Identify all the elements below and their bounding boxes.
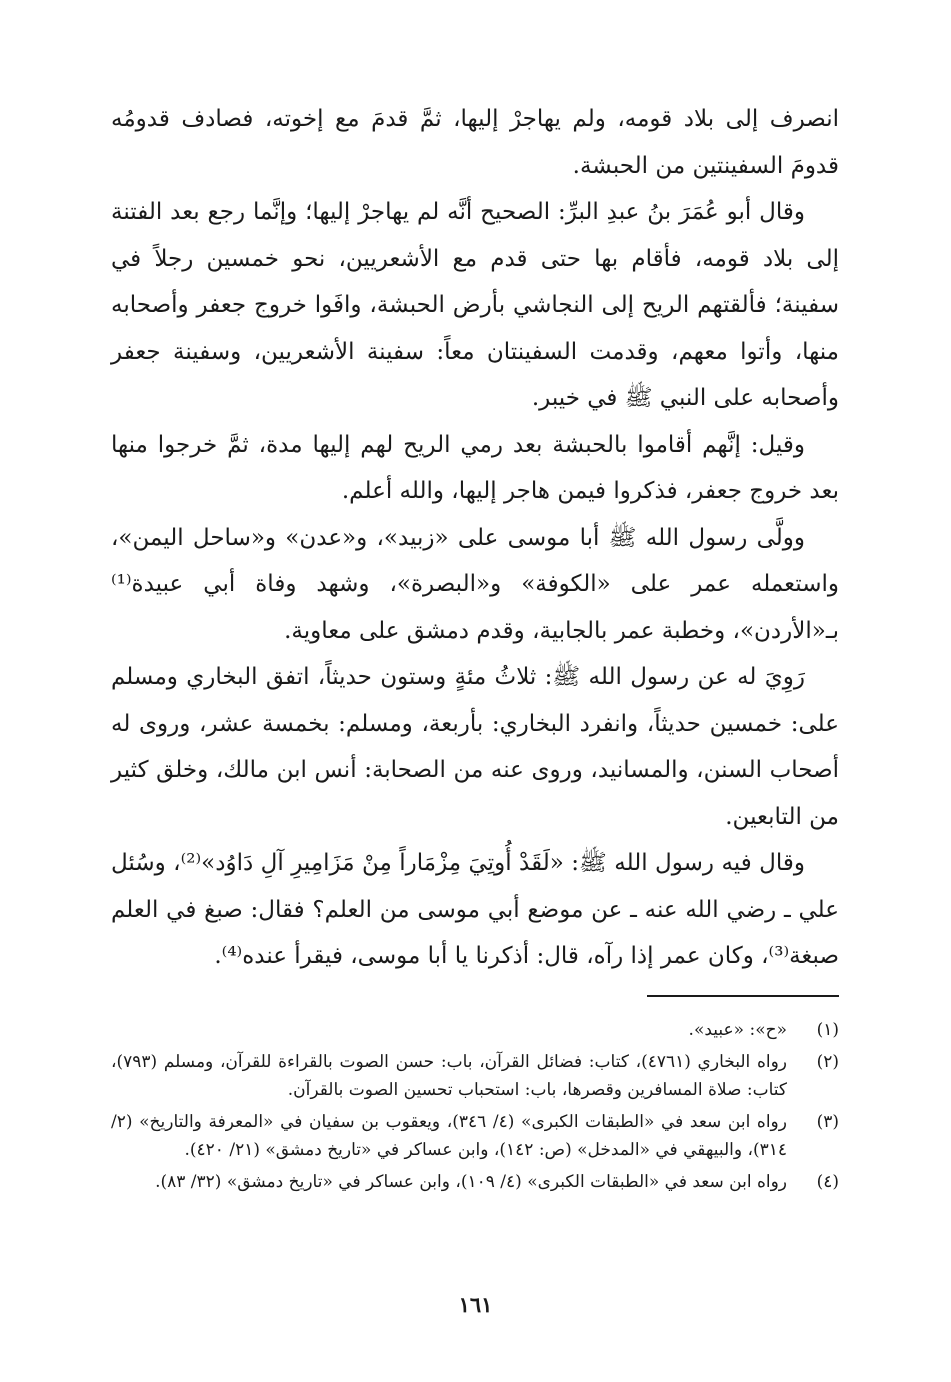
footnote-separator	[647, 995, 839, 997]
footnote	[111, 1016, 839, 1045]
footnote-number: (٢)	[816, 1051, 839, 1072]
footnote-number: (٣)	[816, 1111, 839, 1132]
footnote-text: «ح»: «عبيد».	[688, 1020, 787, 1040]
paragraph: وقال فيه رسول الله ﷺ: «لَقَدْ أُوتِيَ مِزْمَاراً مِنْ مَزَامِيرِ آلِ دَاوُد»⁽²⁾، وسُئل علي ـ رضي الله عنه ـ عن موضع أبي موسى من العلم؟ فقال: صبغ في العلم صبغة⁽³⁾، وكان عمر إذا رآه، قال: أذكرنا يا أبا موسى، فيقرأ عنده⁽⁴⁾.	[111, 850, 839, 969]
paragraph: وقال أبو عُمَرَ بنُ عبدِ البرِّ: الصحيح أنَّه لم يهاجرْ إليها؛ وإنَّما رجع بعد الفتنة إلى بلاد قومه، فأقام بها حتى قدم مع الأشعريين، نحو خمسين رجلاً في سفينة؛ فألقتهم الريح إلى النجاشي بأرض الحبشة، وافَوا خروج جعفر وأصحابه منها، وأتوا معهم، وقدمت السفينتان معاً: سفينة الأشعريين، وسفينة جعفر وأصحابه على النبي ﷺ في خيبر.	[111, 199, 839, 411]
paragraph: انصرف إلى بلاد قومه، ولم يهاجرْ إليها، ثمَّ قدمَ مع إخوته، فصادف قدومُه قدومَ السفينتين من الحبشة.	[111, 106, 839, 179]
paragraph: وقيل: إنَّهم أقاموا بالحبشة بعد رمي الريح لهم إليها مدة، ثمَّ خرجوا منها بعد خروج جعفر، فذكروا فيمن هاجر إليها، والله أعلم.	[111, 431, 839, 504]
footnote-text: رواه ابن سعد في «الطبقات الكبرى» (٤/ ٣٤٦)، ويعقوب بن سفيان في «المعرفة والتاريخ» (٢/ ٣١٤)، والبيهقي في «المدخل» (ص: ١٤٢)، وابن عساكر في «تاريخ دمشق» (٢١/ ٤٢٠).	[111, 1111, 787, 1160]
page-number: ١٦١	[458, 1292, 493, 1317]
footnote-text: رواه البخاري (٤٧٦١)، كتاب: فضائل القرآن، باب: حسن الصوت بالقراءة للقرآن، ومسلم (٧٩٣)، كتاب: صلاة المسافرين وقصرها، باب: استحباب تحسين الصوت بالقرآن.	[111, 1051, 787, 1100]
footnote	[111, 1048, 839, 1105]
footnote-number: (١)	[816, 1020, 839, 1040]
footnote	[111, 1108, 839, 1165]
paragraph: وولَّى رسول الله ﷺ أبا موسى على «زبيد»، و«عدن» و«ساحل اليمن»، واستعمله عمر على «الكوفة» و«البصرة»، وشهد وفاة أبي عبيدة⁽¹⁾ بـ«الأردن»، وخطبة عمر بالجابية، وقدم دمشق على معاوية.	[111, 524, 839, 644]
footnote	[111, 1168, 839, 1197]
footnote-text: رواه ابن سعد في «الطبقات الكبرى» (٤/ ١٠٩)، وابن عساكر في «تاريخ دمشق» (٣٢/ ٨٣).	[155, 1171, 787, 1192]
main-text	[111, 96, 839, 980]
footnotes	[111, 1016, 839, 1199]
footnote-number: (٤)	[816, 1171, 839, 1192]
paragraph: رَوِيَ له عن رسول الله ﷺ: ثلاثُ مئةٍ وستون حديثاً، اتفق البخاري ومسلم على: خمسين حديثاً، وانفرد البخاري: بأربعة، ومسلم: بخمسة عشر، وروى له أصحاب السنن، والمسانيد، وروى عنه من الصحابة: أنس ابن مالك، وخلق كثير من التابعين.	[111, 664, 839, 830]
